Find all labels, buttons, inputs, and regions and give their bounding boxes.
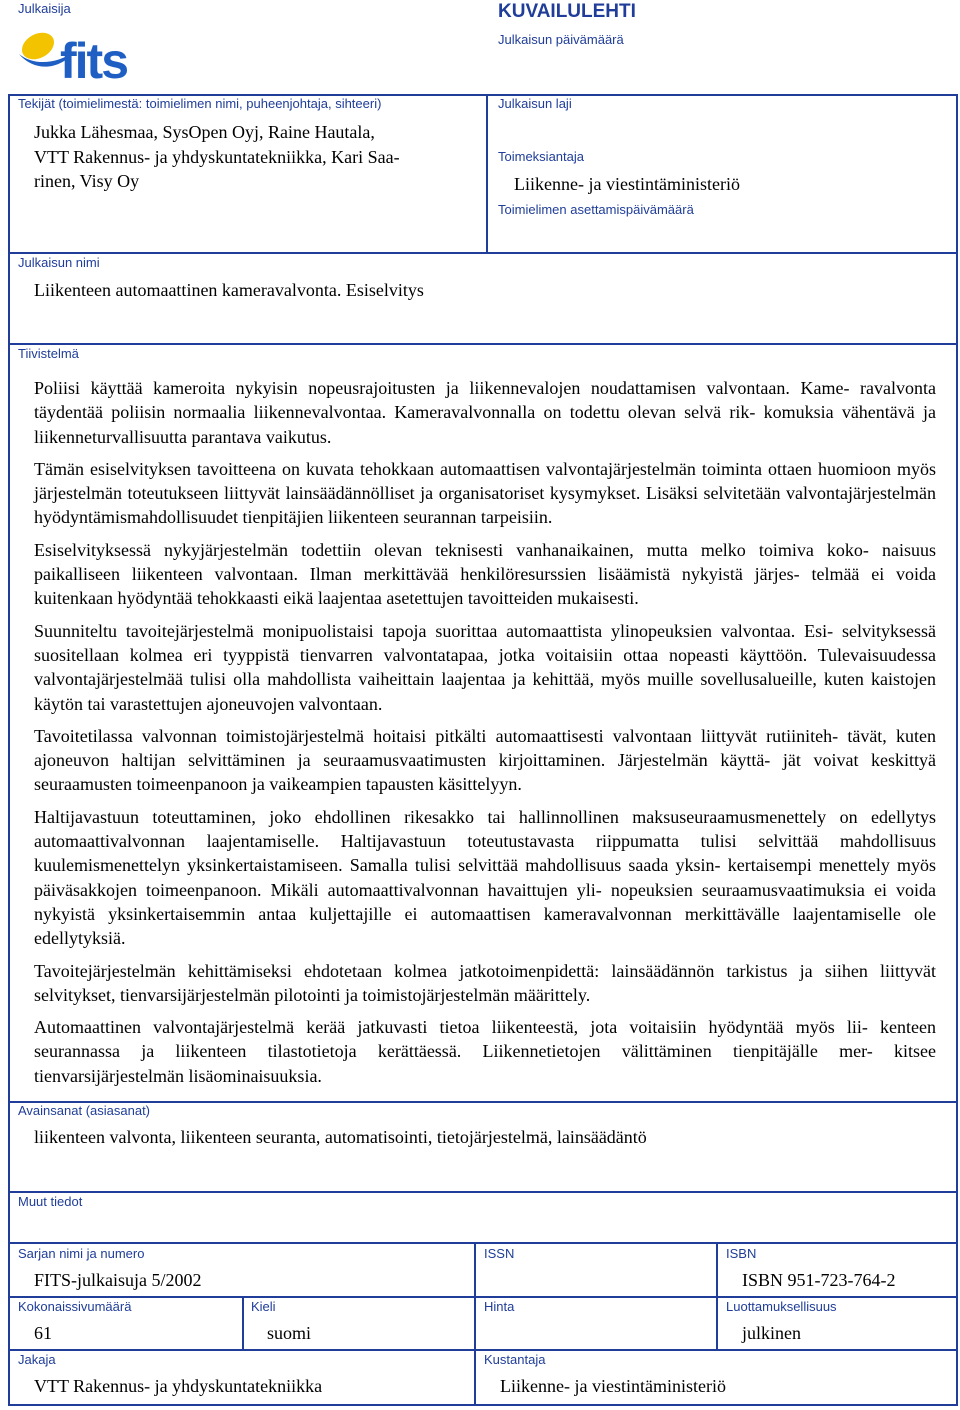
authors-label: Tekijät (toimielimestä: toimielimen nimi, puheenjohtaja, sihteeri) — [18, 96, 382, 111]
text-line: Tavoitejärjestelmän kehittämiseksi ehdotetaan kolmea jatkotoimenpidettä: lainsäädännön tarkistus ja siihen — [34, 960, 868, 981]
issn-label: ISSN — [484, 1246, 515, 1261]
frame-line — [8, 1101, 958, 1103]
frame-line — [8, 94, 10, 1405]
frame-line — [474, 1242, 476, 1405]
language-value: suomi — [267, 1323, 312, 1343]
authors-value — [34, 120, 464, 194]
text-line: edellytys automaattivalvonnan laajentamiselle. Haltijavastuun toteutustavasta riippumatta tulisi selvittää — [34, 806, 937, 852]
text-line: kitsee tienvarsijärjestelmän lisäominaisuuksia. — [34, 1041, 937, 1086]
logo-swoosh-icon — [16, 22, 138, 90]
series-label: Sarjan nimi ja numero — [18, 1246, 145, 1261]
abstract-paragraph — [34, 376, 936, 449]
text-line: rinen, Visy Oy — [34, 171, 140, 191]
abstract-paragraph — [34, 805, 936, 951]
text-line: Tavoitetilassa valvonnan toimistojärjestelmä hoitaisi pitkälti automaattisesti valvontaan liittyvät rutiiniteh- — [34, 725, 839, 746]
commissioner-value: Liikenne- ja viestintäministeriö — [514, 174, 740, 194]
frame-line — [8, 1242, 958, 1244]
page-count-value: 61 — [34, 1323, 52, 1343]
publisher-value: Liikenne- ja viestintäministeriö — [500, 1376, 726, 1396]
title-label: Julkaisun nimi — [18, 255, 100, 270]
other-info-label: Muut tiedot — [18, 1194, 83, 1209]
text-line: Tämän esiselvityksen tavoitteena on kuvata tehokkaan automaattisen valvontajärjestelmän toiminta ottaen — [34, 458, 812, 479]
abstract-paragraph — [34, 1015, 936, 1088]
abstract-paragraph — [34, 959, 936, 1008]
abstract-paragraph — [34, 538, 936, 611]
text-line: liittyvät selvitykset, tienvarsijärjestelmän pilotointi ja toimistojärjestelmän määrittely. — [34, 960, 937, 1005]
text-line: kertaisempi menettely myös päiväsakkojen toimeenpanoon. Mikäli automaattivalvonnan havaittujen yli- — [34, 855, 937, 900]
frame-line — [8, 1296, 958, 1298]
text-line: Haltijavastuun toteuttaminen, joko ehdollinen rikesakko tai hallinnollinen maksuseuraamusmenettely on — [34, 806, 858, 827]
isbn-label: ISBN — [726, 1246, 757, 1261]
confidentiality-label: Luottamuksellisuus — [726, 1299, 837, 1314]
text-line: käyttöön. Tulevaisuudessa valvontajärjestelmää tulisi olla mahdollista vaiheittain laajentaa ja kehittää, — [34, 644, 936, 690]
text-line: kameravalvonnan merkittävälle laajentamiselle ole edellytyksiä. — [34, 903, 937, 949]
text-line: myös muille sovellusalueille, kuten kaistojen käytön tai varastettujen ajoneuvojen valvontaan. — [34, 669, 937, 714]
text-line: nopeuksien seuraamusvaatimuksia ei voida nykyistä yksinkertaisemmin antaa kuljettajille ei automaattisen — [34, 879, 937, 924]
logo-text: fits — [60, 33, 127, 89]
text-line: selvitetään valvontajärjestelmän hyödyntämismahdollisuudet tienpitäjien liikenteen seurannan tarpeisiin. — [34, 483, 936, 528]
title-value: Liikenteen automaattinen kameravalvonta. Esiselvitys — [34, 280, 424, 300]
publisher-label: Julkaisija — [18, 1, 71, 16]
abstract-paragraph — [34, 457, 936, 530]
document-type-title: KUVAILULEHTI — [498, 1, 636, 22]
frame-line — [716, 1242, 718, 1350]
text-line: VTT Rakennus- ja yhdyskuntatekniikka, Kari Saa- — [34, 146, 400, 167]
text-line: naisuus paikalliseen liikenteen valvontaan. Ilman merkittävää henkilöresurssien lisäämistä nykyistä järjes- — [34, 539, 937, 585]
fits-logo — [16, 22, 138, 90]
publication-date-label: Julkaisun päivämäärä — [498, 32, 624, 47]
text-line: selvityksessä suositellaan kolmea eri tyyppistä tienvarren valvontatapaa, jotka voitaisiin ottaa nopeasti — [34, 620, 936, 665]
confidentiality-value: julkinen — [742, 1323, 801, 1343]
keywords-value: liikenteen valvonta, liikenteen seuranta, automatisointi, tietojärjestelmä, lainsäädäntö — [34, 1127, 647, 1147]
distribution-value: VTT Rakennus- ja yhdyskuntatekniikka — [34, 1376, 323, 1396]
frame-line — [8, 343, 958, 345]
frame-line — [8, 1191, 958, 1193]
frame-line — [8, 1349, 958, 1351]
text-line: Jukka Lähesmaa, SysOpen Oyj, Raine Hautala, — [34, 122, 375, 142]
text-line: telmää ei voida kuitenkaan hyödyntää tehokkaasti eikä laajentaa asetettujen tavoitteiden mukaisesti. — [34, 564, 936, 609]
page-count-label: Kokonaissivumäärä — [18, 1299, 132, 1314]
distribution-label: Jakaja — [18, 1352, 56, 1367]
text-line: Suunniteltu tavoitejärjestelmä monipuolistaisi tapoja suorittaa automaattista ylinopeuksien valvontaa. Esi- — [34, 620, 834, 641]
series-value: FITS-julkaisuja 5/2002 — [34, 1270, 202, 1290]
text-line: mahdollisuus kuulemismenettelyn yksinkertaistamiseen. Samalla tulisi selvittää mahdollisuus saada yksin- — [34, 831, 937, 876]
text-line: Automaattinen valvontajärjestelmä kerää jatkuvasti tietoa liikenteestä, jota voitaisiin hyödyntää myös lii- — [34, 1017, 868, 1038]
frame-line — [486, 94, 488, 252]
keywords-label: Avainsanat (asiasanat) — [18, 1103, 151, 1118]
abstract-paragraph — [34, 619, 936, 716]
publisher-field-label: Kustantaja — [484, 1352, 546, 1367]
isbn-value: ISBN 951-723-764-2 — [742, 1270, 896, 1290]
text-line: jät voivat keskittyä seuraamusten toimeenpanoon ja vaikeampien tapausten käsittelyyn. — [34, 750, 937, 795]
text-line: kenteen seurannassa ja liikenteen tilastotietoja kerättäessä. Liikennetietojen välittäminen tienpitäjälle mer- — [34, 1017, 937, 1062]
text-line: Esiselvityksessä nykyjärjestelmän todettiin olevan teknisesti vanhanaikainen, mutta melko toimiva koko- — [34, 539, 869, 560]
text-line: tävät, kuten ajoneuvon haltijan selvittäminen ja seuraamusvaatimusten kirjoittaminen. Järjestelmän käyttä- — [34, 725, 936, 771]
text-line: Poliisi käyttää kameroita nykyisin nopeusrajoitusten ja liikennevalojen noudattamisen valvontaan. Kame- — [34, 378, 850, 398]
publication-type-label: Julkaisun laji — [498, 96, 572, 111]
abstract-paragraph — [34, 724, 936, 797]
text-line: komuksia vähentävä ja liikenneturvallisuutta parantava vaikutus. — [34, 402, 937, 447]
text-line: ravalvonta täydentää poliisin normaalia liikennevalvontaa. Kameravalvonnalla on todettu olevan selvä rik- — [34, 378, 937, 423]
abstract-label: Tiivistelmä — [18, 346, 79, 361]
text-line: huomioon myös järjestelmän toteutukseen liittyvät lainsäädännölliset ja organisatoriset kysymykset. Lisäksi — [34, 458, 936, 504]
frame-line — [8, 252, 958, 254]
abstract-text — [34, 376, 936, 1088]
language-label: Kieli — [251, 1299, 276, 1314]
frame-line — [956, 94, 958, 1405]
commissioner-label: Toimeksiantaja — [498, 149, 584, 164]
body-date-label: Toimielimen asettamispäivämäärä — [498, 202, 694, 217]
price-label: Hinta — [484, 1299, 515, 1314]
frame-line — [242, 1296, 244, 1350]
frame-line — [8, 1404, 958, 1406]
